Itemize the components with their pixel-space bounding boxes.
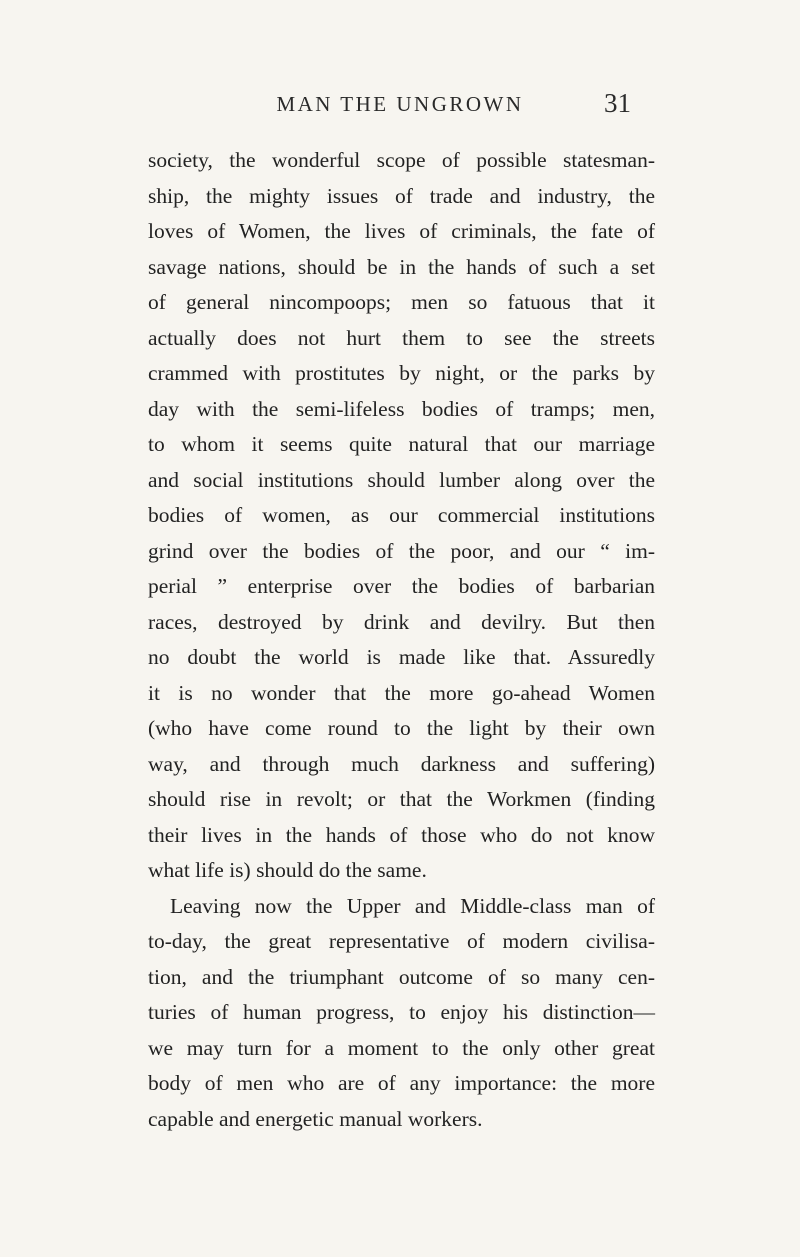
text-line: to whom it seems quite natural that our marriage (148, 432, 655, 456)
text-line: should rise in revolt; or that the Workmen (finding (148, 787, 655, 811)
text-line: grind over the bodies of the poor, and our “ im- (148, 538, 655, 563)
text-line: tion, and the triumphant outcome of so many cen- (148, 964, 655, 989)
text-line: actually does not hurt them to see the streets (148, 325, 655, 350)
paragraph-1 (148, 143, 655, 889)
body-text (148, 143, 655, 1137)
text-line: Leaving now the Upper and Middle-class man of (170, 893, 655, 918)
text-line: savage nations, should be in the hands of such a set (148, 254, 655, 279)
text-line: what life is) should do the same. (148, 858, 427, 882)
text-line: loves of Women, the lives of criminals, the fate of (148, 219, 655, 243)
text-line: no doubt the world is made like that. Assuredly (148, 645, 655, 669)
text-line: body of men who are of any importance: the more (148, 1071, 655, 1095)
page-number: 31 (604, 88, 631, 118)
page-header (0, 88, 800, 132)
text-line: (who have come round to the light by their own (148, 716, 655, 740)
text-line: of general nincompoops; men so fatuous that it (148, 290, 655, 314)
text-line: perial ” enterprise over the bodies of barbarian (148, 574, 655, 598)
text-line: their lives in the hands of those who do not know (148, 822, 655, 847)
text-line: it is no wonder that the more go-ahead Women (148, 680, 655, 705)
text-line: bodies of women, as our commercial institutions (148, 503, 655, 527)
text-line: crammed with prostitutes by night, or the parks by (148, 361, 655, 385)
text-line: capable and energetic manual workers. (148, 1106, 483, 1131)
text-line: turies of human progress, to enjoy his distinction— (148, 1000, 655, 1024)
text-line: races, destroyed by drink and devilry. But then (148, 609, 655, 634)
paragraph-2 (148, 889, 655, 1138)
text-line: day with the semi-lifeless bodies of tramps; men, (148, 396, 655, 421)
text-line: ship, the mighty issues of trade and industry, the (148, 183, 655, 208)
text-line: and social institutions should lumber along over the (148, 467, 655, 492)
text-line: society, the wonderful scope of possible statesman- (148, 148, 655, 172)
running-title: MAN THE UNGROWN (276, 92, 524, 116)
text-line: we may turn for a moment to the only other great (148, 1035, 655, 1060)
text-line: to-day, the great representative of modern civilisa- (148, 929, 655, 953)
text-line: way, and through much darkness and suffering) (148, 751, 655, 776)
